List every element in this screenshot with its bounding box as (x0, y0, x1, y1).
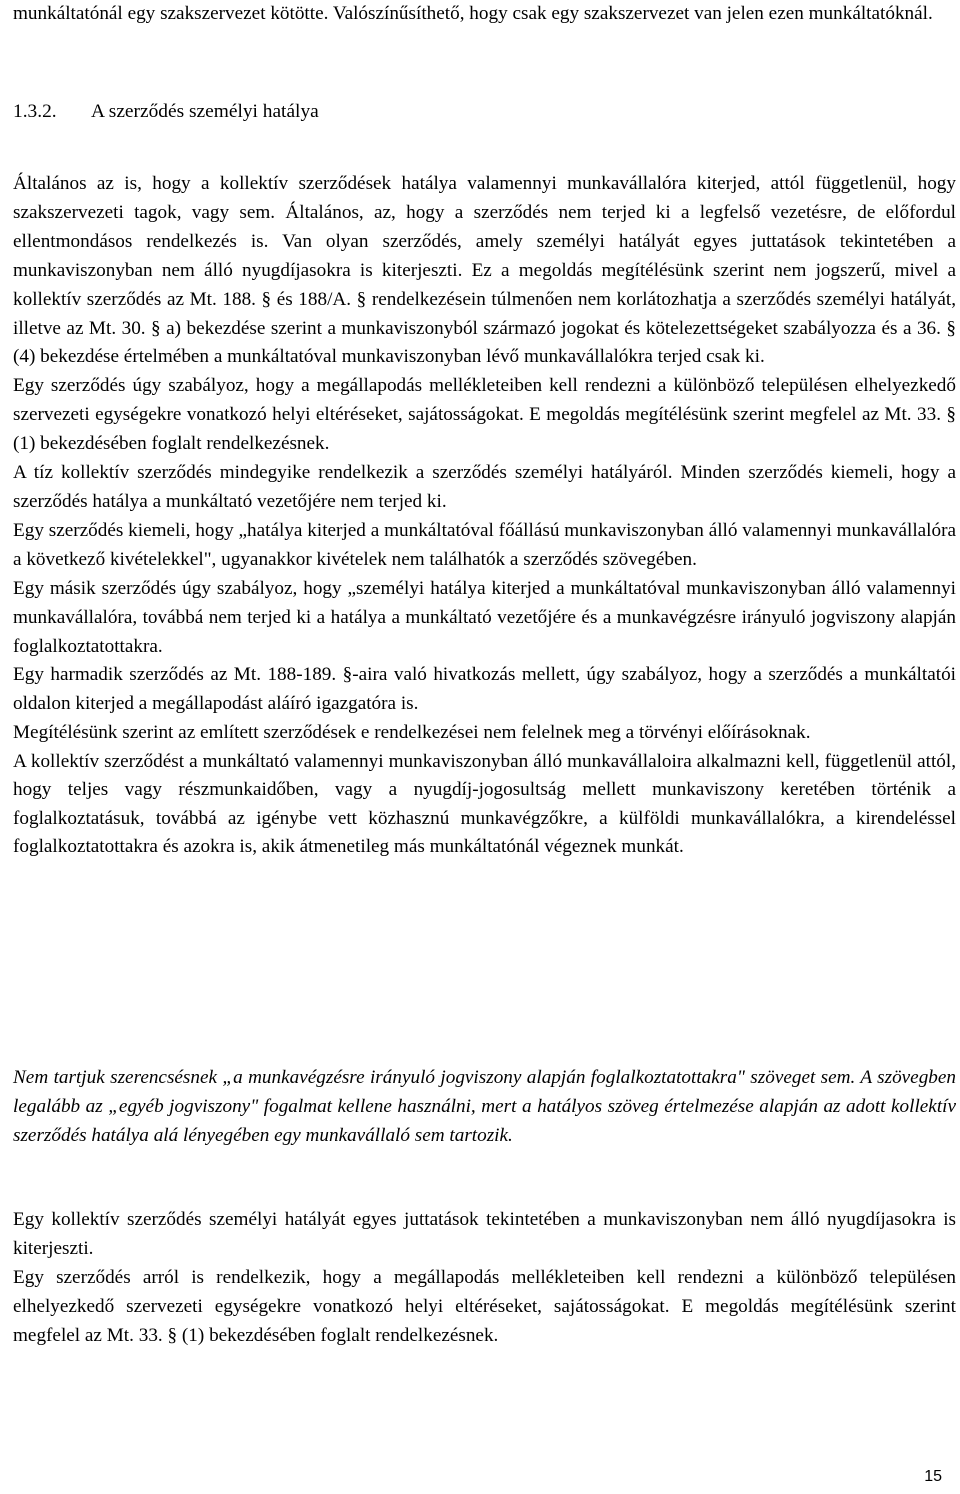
body-text (13, 170, 956, 861)
paragraph-pensioners: Egy kollektív szerződés személyi hatályát egyes juttatások tekintetében a munkaviszonyban nem álló nyugdíjasokra is kiterjeszti. (13, 1209, 956, 1259)
paragraph-annex-rules: Egy szerződés úgy szabályoz, hogy a megállapodás mellékleteiben kell rendezni a különböző településen elhelyezkedő szervezeti egységekre vonatkozó helyi eltéréseket, sajátosságokat. E megoldás megítélésünk szerint megfelel az Mt. 33. § (1) bekezdésében foglalt rendelkezésnek. (13, 375, 956, 455)
closing-text (13, 1206, 956, 1351)
intro-continuation (13, 0, 956, 29)
paragraph-general-scope: Általános az is, hogy a kollektív szerződések hatálya valamennyi munkavállalóra kiterjed, attól függetlenül, hogy szakszervezeti tagok, vagy sem. Általános, az, hogy a szerződés nem terjed ki a legfelső vezetésre, de előfordul ellentmondásos rendelkezés is. Van olyan szerződés, amely személyi hatályát egyes juttatások tekintetében a munkaviszonyban nem álló nyugdíjasokra is kiterjeszti. Ez a megoldás megítélésünk szerint nem jogszerű, mivel a kollektív szerződés az Mt. 188. § és 188/A. § rendelkezésein túlmenően nem korlátozhatja a szerződés személyi hatályát, illetve az Mt. 30. § a) bekezdése szerint a munkaviszonyból származó jogokat és kötelezettségeket szabályozza és a 36. § (4) bekezdése értelmében a munkáltatóval munkaviszonyban lévő munkavállalókra terjed csak ki. (13, 173, 956, 368)
section-heading (13, 98, 956, 126)
paragraph-third-contract: Egy harmadik szerződés az Mt. 188-189. §-aira való hivatkozás mellett, úgy szabályoz, hogy a szerződés a munkáltatói oldalon kiterjed a megállapodást aláíró igazgatóra is. (13, 664, 956, 715)
paragraph-annex-rules-repeat: Egy szerződés arról is rendelkezik, hogy a megállapodás mellékleteiben kell rendezni a különböző településen elhelyezkedő szervezeti egységekre vonatkozó helyi eltéréseket, sajátosságokat. E megoldás megítélésünk szerint megfelel az Mt. 33. § (1) bekezdésében foglalt rendelkezésnek. (13, 1266, 956, 1346)
italic-note (13, 1064, 956, 1150)
section-number: 1.3.2. (13, 101, 57, 122)
paragraph-application: A kollektív szerződést a munkáltató valamennyi munkaviszonyban álló munkavállaloira alkalmazni kell, függetlenül attól, hogy teljes vagy részmunkaidőben, vagy a nyugdíj-jogosultság mellett munkaviszony keretében történik a foglalkoztatásuk, továbbá az igénybe vett közhasznú munkavégzőkre, a külföldi munkavállalókra, a kirendeléssel foglalkoztatottakra és azokra is, akik átmenetileg más munkáltatónál végeznek munkát. (13, 751, 956, 858)
italic-note-paragraph: Nem tartjuk szerencsésnek „a munkavégzésre irányuló jogviszony alapján foglalkoztatottakra" szöveget sem. A szövegben legalább az „egyéb jogviszony" fogalmat kellene használni, mert a hatályos szöveg értelmezése alapján az adott kollektív szerződés hatálya alá lényegében egy munkavállaló sem tartozik. (13, 1067, 956, 1146)
paragraph-contract-exceptions: Egy szerződés kiemeli, hogy „hatálya kiterjed a munkáltatóval főállású munkaviszonyban álló valamennyi munkavállalóra a következő kivételekkel", ugyanakkor kivételek nem találhatók a szerződés szövegében. (13, 519, 956, 570)
paragraph-assessment: Megítélésünk szerint az említett szerződések e rendelkezései nem felelnek meg a törvényi előírásoknak. (13, 722, 811, 744)
page-number: 15 (924, 1468, 942, 1485)
intro-paragraph: munkáltatónál egy szakszervezet kötötte. Valószínűsíthető, hogy csak egy szakszervezet van jelen ezen munkáltatóknál. (13, 3, 933, 24)
paragraph-ten-contracts: A tíz kollektív szerződés mindegyike rendelkezik a szerződés személyi hatályáról. Minden szerződés kiemeli, hogy a szerződés hatálya a munkáltató vezetőjére nem terjed ki. (13, 462, 956, 512)
section-title: A szerződés személyi hatálya (91, 101, 319, 122)
paragraph-another-contract: Egy másik szerződés úgy szabályoz, hogy „személyi hatálya kiterjed a munkáltatóval munkaviszonyban álló valamennyi munkavállalóra, továbbá nem terjed ki a hatálya a munkáltató vezetőjére és a munkavégzésre irányuló jogviszony alapján foglalkoztatottakra. (13, 577, 956, 657)
